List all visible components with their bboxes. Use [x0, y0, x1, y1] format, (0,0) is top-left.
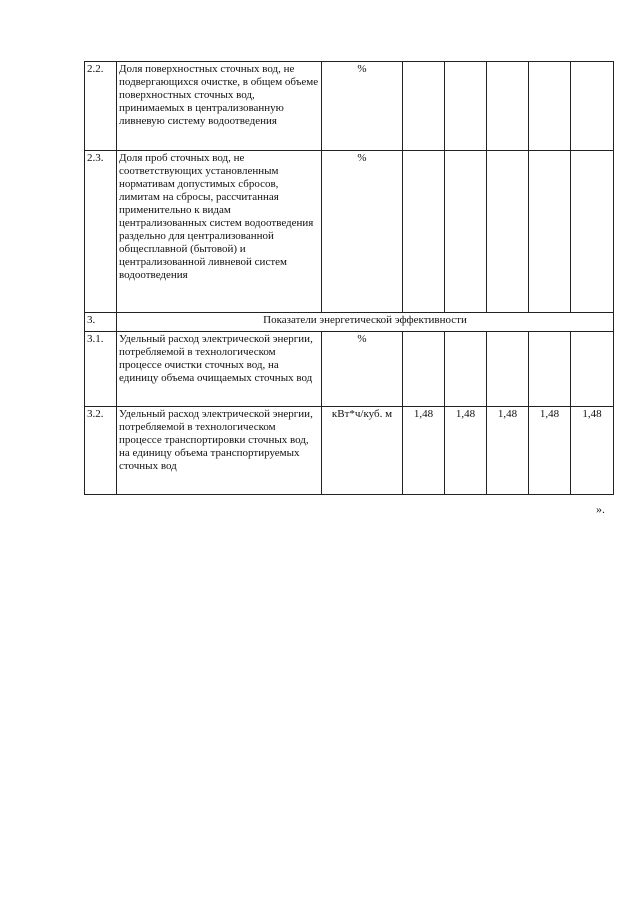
value-cell: 1,48: [403, 407, 445, 495]
value-cell: [445, 151, 487, 313]
value-cell: 1,48: [445, 407, 487, 495]
table-row: [85, 62, 614, 151]
indicator-description: Доля поверхностных сточных вод, не подвергающихся очистке, в общем объеме поверхностных сточных вод, принимаемых в централизованную ливневую систему водоотведения: [117, 62, 322, 151]
unit-cell: %: [322, 332, 403, 407]
unit-cell: %: [322, 62, 403, 151]
unit-cell: кВт*ч/куб. м: [322, 407, 403, 495]
value-cell: [571, 62, 614, 151]
value-cell: [571, 151, 614, 313]
value-cell: 1,48: [571, 407, 614, 495]
table-row: [85, 332, 614, 407]
unit-cell: %: [322, 151, 403, 313]
value-cell: [403, 62, 445, 151]
value-cell: [487, 332, 529, 407]
indicators-table: [84, 61, 614, 495]
value-cell: [529, 62, 571, 151]
section-title: Показатели энергетической эффективности: [117, 313, 614, 332]
value-cell: [571, 332, 614, 407]
indicator-description: Доля проб сточных вод, не соответствующих установленным нормативам допустимых сбросов, лимитам на сбросы, рассчитанная применительно к видам централизованных систем водоотведения раздельно для централизованной общесплавной (бытовой) и централизованной ливневой систем водоотведения: [117, 151, 322, 313]
value-cell: [529, 151, 571, 313]
table-row: [85, 151, 614, 313]
row-number: 2.3.: [85, 151, 117, 313]
value-cell: [487, 62, 529, 151]
row-number: 3.2.: [85, 407, 117, 495]
section-number: 3.: [85, 313, 117, 332]
value-cell: [529, 332, 571, 407]
value-cell: 1,48: [529, 407, 571, 495]
section-row: [85, 313, 614, 332]
row-number: 2.2.: [85, 62, 117, 151]
value-cell: 1,48: [487, 407, 529, 495]
closing-quote-mark: ».: [596, 502, 605, 516]
value-cell: [487, 151, 529, 313]
value-cell: [445, 62, 487, 151]
table-row: [85, 407, 614, 495]
indicator-description: Удельный расход электрической энергии, потребляемой в технологическом процессе транспортировки сточных вод, на единицу объема транспортируемых сточных вод: [117, 407, 322, 495]
indicator-description: Удельный расход электрической энергии, потребляемой в технологическом процессе очистки сточных вод, на единицу объема очищаемых сточных вод: [117, 332, 322, 407]
value-cell: [403, 332, 445, 407]
row-number: 3.1.: [85, 332, 117, 407]
value-cell: [403, 151, 445, 313]
value-cell: [445, 332, 487, 407]
